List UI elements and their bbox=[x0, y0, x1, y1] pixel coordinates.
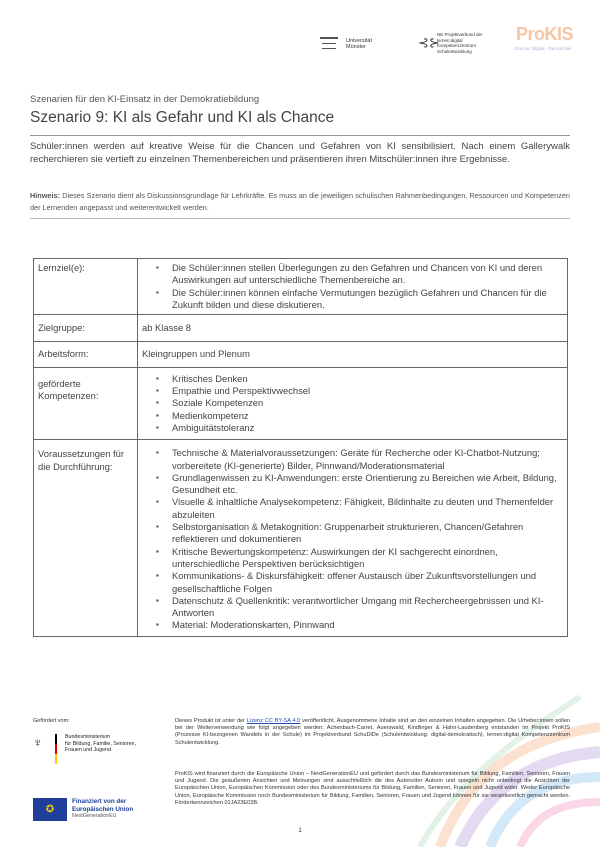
eu-line1: Finanziert von der bbox=[72, 798, 127, 806]
eu-funding-logo bbox=[33, 798, 133, 821]
license-post: veröffentlicht. Ausgenommene Inhalte sind an den einzelnen Inhalten angegeben. Die Urheber:innen sollen bei der Weiterverwendung wie folgt angegeben werden: Achenbach-Carret, Auerswald, Kindlinger & Hahn-Laudenberg entstanden im Projekt ProKIS (Prozesse KI-bezogenen Wandels in der Schule) im Projektverbund SchuDiDe (Schulentwicklung: digital-demokratisch), lernen:digital Kompetenzzentrum Schulentwicklung. bbox=[175, 718, 571, 746]
divider bbox=[30, 135, 570, 136]
lernziele-cell bbox=[138, 259, 568, 315]
bmfsfj-line: Frauen und Jugend bbox=[65, 747, 111, 754]
lernziele-label: Lernziel(e): bbox=[34, 259, 138, 315]
table-row-kompetenzen bbox=[34, 367, 568, 439]
kompetenzen-label: geförderte Kompetenzen: bbox=[34, 367, 138, 439]
list-item: ▪ Material: Moderationskarten, Pinnwand bbox=[160, 619, 563, 631]
kzsd-line: Kompetenzzentrum bbox=[437, 43, 477, 48]
table-row-lernziele bbox=[34, 259, 568, 315]
eu-line3: NextGenerationEU bbox=[72, 813, 117, 820]
page-title: Szenario 9: KI als Gefahr und KI als Chance bbox=[30, 109, 335, 126]
list-item: ▪ Kritisches Denken bbox=[160, 373, 563, 385]
hinweis-label: Hinweis: bbox=[30, 191, 61, 200]
funding-logos bbox=[33, 718, 183, 820]
kzsd-line: lernen:digital bbox=[437, 37, 463, 43]
university-logo bbox=[318, 35, 372, 53]
header-logos bbox=[318, 24, 574, 60]
table-row-zielgruppe bbox=[34, 315, 568, 342]
kzsd-line: Schulentwicklung bbox=[437, 48, 472, 54]
list-item: ▪ Datenschutz & Quellenkritik: verantwortlicher Umgang mit Rechercheergebnissen und KI-Antworten bbox=[160, 595, 563, 620]
license-pre: Dieses Produkt ist unter der bbox=[175, 718, 247, 724]
zielgruppe-value: ab Klasse 8 bbox=[138, 315, 568, 342]
voraussetzungen-label: Voraussetzungen für die Durchführung: bbox=[34, 440, 138, 636]
arbeitsform-value: Kleingruppen und Plenum bbox=[138, 342, 568, 367]
prokis-tagline: Chance: Digital · Demokratie bbox=[514, 46, 572, 51]
arbeitsform-label: Arbeitsform: bbox=[34, 342, 138, 367]
eu-line2: Europäischen Union bbox=[72, 805, 134, 813]
list-item: ▪ Die Schüler:innen können einfache Vermutungen bezüglich Gefahren und Chancen für die Zukunft bilden und diese diskutieren. bbox=[160, 287, 563, 312]
hinweis-text: Dieses Szenario dient als Diskussionsgrundlage für Lehrkräfte. Es muss an die jeweiligen schulischen Rahmenbedingungen, Ressourcen und Kompetenzen der Lernenden angepasst und weiterentwickelt werden. bbox=[30, 191, 570, 212]
voraussetzungen-list bbox=[142, 447, 563, 631]
federal-eagle-icon: ♆ bbox=[33, 735, 43, 750]
list-item: ▪ Soziale Kompetenzen bbox=[160, 397, 563, 409]
funding-notice: ProKIS wird finanziert durch die Europäische Union – NextGenerationEU und gefördert durch das Bundesministerium für Bildung, Familien, Senioren, Frauen und Jugend. Die geäußerten Ansichten und Meinungen sind ausschließlich die des Autors/der Autorin und spiegeln nicht unbedingt die Ansichten der Europäischen Union, Europäischen Kommission oder des Bundesministeriums für Bildung, Familien, Senioren, Frauen und Jugend wider. Weder Europäische Union, Europäische Kommission noch Bundesministerium für Bildung, Familien, Senioren, Frauen und Jugend können für sie verantwortlich gemacht werden. Förderkennzeichen 01JA23E03B. bbox=[175, 771, 570, 806]
kompetenzen-list bbox=[142, 373, 563, 434]
license-link[interactable]: Lizenz CC BY-SA 4.0 bbox=[246, 718, 301, 724]
table-row-voraussetzungen bbox=[34, 440, 568, 636]
list-item: ▪ Medienkompetenz bbox=[160, 410, 563, 422]
university-name-line2: Münster bbox=[346, 44, 366, 50]
lernziele-list bbox=[142, 262, 563, 311]
voraussetzungen-cell bbox=[138, 440, 568, 636]
list-item: ▪ Kommunikations- & Diskursfähigkeit: offener Austausch über Zukunftsvorstellungen und gesellschaftliche Folgen bbox=[160, 570, 563, 595]
list-item: ▪ Empathie und Perspektivwechsel bbox=[160, 385, 563, 397]
zielgruppe-label: Zielgruppe: bbox=[34, 315, 138, 342]
hinweis-paragraph bbox=[30, 190, 570, 213]
kompetenzen-cell bbox=[138, 367, 568, 439]
bmfsfj-line: für Bildung, Familie, Senioren, bbox=[65, 740, 136, 747]
table-row-arbeitsform bbox=[34, 342, 568, 367]
list-item: ▪ Kritische Bewertungskompetenz: Auswirkungen der KI sachgerecht einordnen, unterschiedliche Perspektiven berücksichtigen bbox=[160, 546, 563, 571]
prokis-wordmark: ProKIS bbox=[516, 24, 574, 44]
list-item: ▪ Technische & Materialvoraussetzungen: Geräte für Recherche oder KI-Chatbot-Nutzung; vorbereitete (KI-generierte) Bilder, Pinnwand/Moderationsmaterial bbox=[160, 447, 563, 472]
license-notice bbox=[175, 718, 570, 747]
prokis-logo bbox=[508, 14, 574, 70]
list-item: ▪ Ambiguitätstoleranz bbox=[160, 422, 563, 434]
university-name-line1: Universität bbox=[346, 37, 372, 44]
bmfsfj-line: Bundesministerium bbox=[65, 734, 111, 740]
intro-paragraph: Schüler:innen werden auf kreative Weise für die Chancen und Gefahren von KI sensibilisiert. Nach einem Gallerywalk recherchieren sie vertieft zu einzelnen Themenbereichen und präsentieren ihren Mitschüler:innen ihre Ergebnisse. bbox=[30, 141, 570, 166]
german-flag-bar bbox=[55, 734, 57, 764]
kzsd-line: NE Projektverbund der bbox=[437, 32, 483, 37]
scenario-info-table bbox=[33, 258, 568, 637]
list-item: ▪ Selbstorganisation & Metakognition: Gruppenarbeit strukturieren, Chancen/Gefahren reflektieren und dokumentieren bbox=[160, 521, 563, 546]
eu-flag-icon: ✪ bbox=[33, 798, 67, 821]
list-item: ▪ Grundlagenwissen zu KI-Anwendungen: erste Orientierung zu Bereichen wie Arbeit, Bildung, Gesundheit etc. bbox=[160, 472, 563, 497]
bmfsfj-logo bbox=[33, 734, 136, 756]
divider bbox=[30, 218, 570, 219]
gefoerdert-label: Gefördert vom: bbox=[33, 718, 70, 724]
university-crest-icon bbox=[318, 35, 340, 53]
list-item: ▪ Visuelle & inhaltliche Analysekompetenz: Fähigkeit, Bildinhalte zu deuten und Themenfelder abzuleiten bbox=[160, 496, 563, 521]
kompetenzzentrum-icon: ⊰⊱ bbox=[418, 35, 440, 50]
page-number: 1 bbox=[298, 827, 302, 834]
list-item: ▪ Die Schüler:innen stellen Überlegungen zu den Gefahren und Chancen von KI und deren Auswirkungen auf unterschiedliche Themenbereiche an. bbox=[160, 262, 563, 287]
document-subtitle: Szenarien für den KI-Einsatz in der Demokratiebildung bbox=[30, 94, 260, 105]
